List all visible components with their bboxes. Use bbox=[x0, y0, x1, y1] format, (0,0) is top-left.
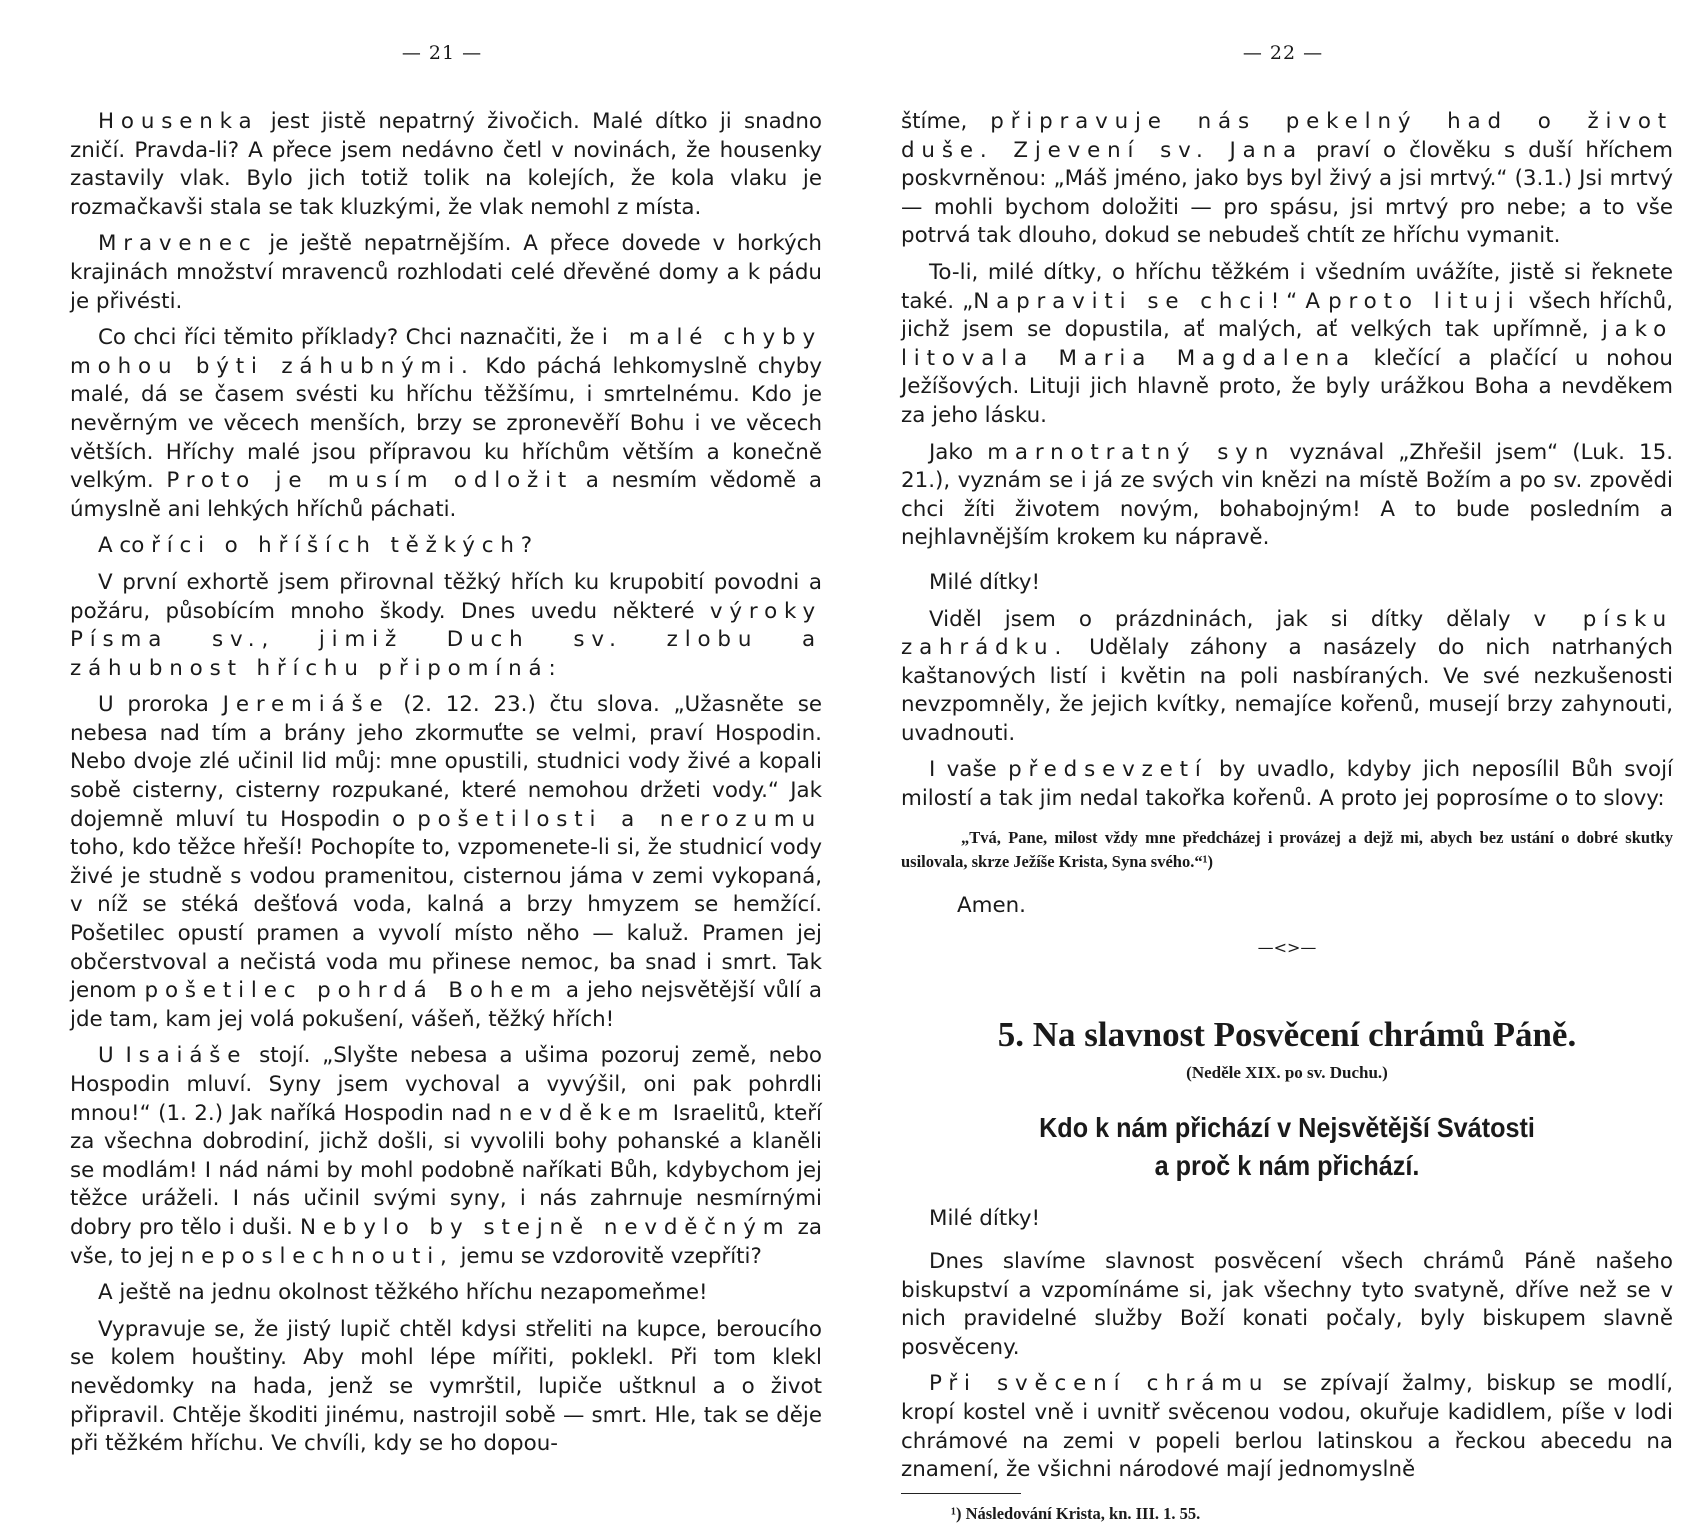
text: Viděl jsem o prázdninách, jak si dítky dělaly bbox=[929, 606, 1534, 632]
spaced-text: Při svěcení chrámu bbox=[929, 1371, 1270, 1397]
text: To-li, milé dítky, o hříchu těžkém i všedním uvážíte, jistě si řeknete také. „ bbox=[901, 259, 1673, 314]
paragraph bbox=[901, 108, 1673, 251]
spaced-text: Mravenec bbox=[98, 231, 258, 257]
left-page bbox=[62, 0, 822, 1500]
text: A co bbox=[98, 533, 152, 559]
text: Co chci říci těmito příklady? Chci naznačiti, že bbox=[98, 325, 602, 351]
page-number: — 22 — bbox=[1242, 42, 1324, 64]
spaced-text: Nebylo by stejně nevděčným bbox=[300, 1214, 791, 1240]
spaced-text: Isaiáše bbox=[125, 1043, 248, 1069]
greeting bbox=[901, 569, 1673, 598]
text: U proroka bbox=[98, 692, 223, 718]
spaced-text: výroky Písma sv., jimiž Duch sv. zlobu a záhubnost hříchu připomíná: bbox=[70, 598, 822, 681]
text: Dnes slavíme slavnost posvěcení všech chrámů Páně našeho biskupství a vzpomínáme si, jak všechny tyto svatyně, dříve než se v nich pravidelné služby Boží konati počaly, byly biskupem slavně posvěceny. bbox=[901, 1249, 1673, 1360]
text: všech hříchů, jichž jsem se dopustila, ať malých, ať velkých tak upřímně, bbox=[901, 288, 1673, 343]
spaced-text: i malé chyby mohou býti záhubnými. bbox=[70, 325, 822, 379]
text: za vše, to jej bbox=[70, 1214, 822, 1269]
footnote: ¹) Následování Krista, kn. III. 1. 55. bbox=[951, 1503, 1201, 1523]
text: toho, kdo těžce hřeší! Pochopíte to, vzpomenete-li si, že studnicí vody živé je studně s vodou pramenitou, cisternou jáma v zemi vykopaná, v níž se stéká dešťová voda, kalná a brzy hmyzem se hemžící. Pošetilec opustí pramen a vyvolí místo něho — kaluž. Pramen jej občerstvoval a nečistá voda mu přinese nemoc, ba snad i smrt. Tak jenom bbox=[70, 835, 822, 1004]
text: Kdo páchá lehkomyslně chyby malé, dá se časem svésti ku hříchu těžšímu, i smrtelnému. Kdo je nevěrným ve věcech menších, brzy se zpronevěří Bohu i ve věcech větších. Hříchy malé jsou přípravou ku hříchům větším a konečně velkým. bbox=[70, 353, 822, 494]
text: jemu se vzdorovitě vzepříti? bbox=[453, 1243, 762, 1269]
text: jest jistě nepatrný živočich. Malé dítko ji snadno zničí. Pravda-li? A přece jsem nedávno četl v novinách, že housenky zastavily vlak. Bylo jich totiž tolik na kolejích, že kola vlaku je rozmačkavši stala se tak kluzkými, že vlak nemohl z místa. bbox=[70, 109, 822, 220]
text: Vypravuje se, že jistý lupič chtěl kdysi střeliti na kupce, beroucího se kolem houštiny. Aby mohl lépe mířiti, poklekl. Při tom klekl nevědomky na hada, jenž se vymrštil, lupiče uštknul a o život připravil. Chtěje škoditi jinému, nastrojil sobě — smrt. Hle, tak se děje při těžkém hříchu. Ve chvíli, kdy se ho dopou- bbox=[70, 1316, 822, 1457]
ornament-divider: —<>— bbox=[1257, 938, 1317, 958]
right-page-text bbox=[901, 108, 1673, 1528]
spaced-text: říci o hříších těžkých? bbox=[151, 533, 539, 559]
section-title: 5. Na slavnost Posvěcení chrámů Páně. bbox=[997, 1014, 1577, 1054]
spaced-text: marnotratný syn bbox=[987, 439, 1276, 465]
spaced-text: připravuje nás pekelný had o život duše. Zjevení sv. Jana bbox=[901, 109, 1673, 163]
sermon-title bbox=[940, 1109, 1635, 1185]
paragraph bbox=[70, 1316, 822, 1459]
text: by uvadlo, kdyby jich neposílil Bůh svojí milostí a tak jim nedal takořka kořenů. A proto jej poprosíme o to slovy: bbox=[901, 757, 1673, 812]
paragraph bbox=[901, 1370, 1673, 1484]
text: I vaše bbox=[929, 757, 1009, 783]
right-page bbox=[893, 0, 1674, 1523]
section-subtitle: (Neděle XIX. po sv. Duchu.) bbox=[1186, 1062, 1388, 1082]
page-number: — 21 — bbox=[401, 42, 483, 64]
text: V první exhortě jsem přirovnal těžký hřích ku krupobití povodni a požáru, působícím mnoho škody. Dnes uvedu některé bbox=[70, 569, 822, 624]
paragraph bbox=[901, 1248, 1673, 1362]
paragraph bbox=[70, 1279, 822, 1308]
paragraph bbox=[901, 756, 1673, 813]
spaced-text: proto lituji bbox=[1328, 288, 1521, 314]
paragraph bbox=[901, 259, 1673, 431]
spaced-text: neposlechnouti, bbox=[180, 1243, 454, 1269]
spaced-text: Napraviti se chci! bbox=[973, 288, 1287, 314]
spaced-text: Jeremiáše bbox=[222, 692, 390, 718]
text: je ještě nepatrnějším. A přece dovede v horkých krajinách množství mravenců rozhlodati celé dřevěné domy a k pádu je přivésti. bbox=[70, 231, 822, 314]
text: Jako bbox=[929, 439, 988, 465]
sermon-title-line: Kdo k nám přichází v Nejsvětější Svátosti bbox=[1039, 1112, 1535, 1144]
spaced-text: v písku zahrádku. bbox=[901, 606, 1673, 661]
text: Milé dítky! bbox=[929, 569, 1041, 595]
left-page-text bbox=[70, 108, 822, 1467]
paragraph bbox=[70, 691, 822, 1034]
spaced-text: Proto je musím odložit bbox=[166, 468, 574, 494]
prayer-quote: „Tvá, Pane, milost vždy mne předcházej i provázej a dejž mi, abych bez ustání o dobré skutky usilovala, skrze Ježíše Krista, Syna svého.“¹) bbox=[901, 827, 1673, 871]
footnote-rule bbox=[901, 1493, 1021, 1494]
text: praví o člověku s duší hříchem poskvrněnou: „Máš jméno, jako bys byl živý a jsi mrtvý.“ (3.1.) Jsi mrtvý — mohli bychom doložiti — pro spásu, jsi mrtvý pro nebe; a to vše potrvá tak dlouho, dokud se nebudeš chtít ze hříchu vymanit. bbox=[901, 137, 1673, 249]
spaced-text: pošetilosti a nerozumu bbox=[417, 806, 822, 832]
sermon-title-line: a proč k nám přichází. bbox=[1154, 1150, 1420, 1182]
spaced-text: pošetilec pohrdá Bohem bbox=[144, 978, 558, 1004]
text: (2. 12. 23.) čtu slova. „Užasněte se nebesa nad tím a brány jeho zkormuťte se velmi, praví Hospodin. Nebo dvoje zlé učinil lid můj: mne opustili, studnici vody živé a kopali sobě cisterny, cisterny rozpukané, které nemohou držeti vody.“ Jak dojemně mluví tu Hospodin o bbox=[70, 692, 823, 832]
amen: Amen. bbox=[957, 892, 1026, 918]
text: stojí. „Slyšte nebesa a ušima pozoruj země, nebo Hospodin mluví. Syny jsem vychoval a vyvýšil, oni pak pohrdli mnou!“ (1. 2.) Jak naříká Hospodin nad bbox=[70, 1043, 822, 1126]
text: A ještě na jednu okolnost těžkého hříchu nezapomeňme! bbox=[98, 1280, 708, 1306]
text: U bbox=[98, 1043, 126, 1069]
paragraph bbox=[901, 606, 1673, 749]
text: vyznával „Zhřešil jsem“ (Luk. 15. 21.), vyznám se i já ze svých vin knězi na místě Božím a po sv. zpovědi chci žíti životem novým, bohabojným! A to bude posledním a nejhlavnějším krokem ku nápravě. bbox=[901, 439, 1673, 551]
paragraph bbox=[901, 439, 1673, 553]
greeting: Milé dítky! bbox=[929, 1206, 1041, 1232]
text: “ A bbox=[1286, 288, 1329, 314]
text: štíme, bbox=[901, 109, 991, 134]
text: a nesmím vědomě a úmyslně ani lehkých hříchů páchati. bbox=[70, 468, 822, 522]
paragraph bbox=[70, 108, 822, 222]
paragraph bbox=[70, 569, 822, 683]
paragraph bbox=[70, 230, 822, 316]
spaced-text: jako litovala Maria Magdalena bbox=[901, 317, 1673, 371]
text: se zpívají žalmy, biskup se modlí, kropí kostel vně i uvnitř svěcenou vodou, okuřuje kadidlem, píše v lodi chrámové na zemi v popeli berlou latinskou a řeckou abecedu na znamení, že všichni národové mají jednomyslně bbox=[901, 1371, 1674, 1483]
text: Israelitů, kteří za všechna dobrodiní, jichž došli, si vyvolili bohy pohanské a klaněli se modlám! I nád námi by mohl podobně naříkati Bůh, kdybychom jej těžce uráželi. I nás učinil svými syny, i nás zahrnuje nesmírnými dobry pro tělo i duši. bbox=[70, 1100, 822, 1240]
spaced-text: nevděkem bbox=[498, 1100, 666, 1126]
paragraph bbox=[70, 324, 822, 524]
spaced-text: předsevzetí bbox=[1008, 757, 1208, 783]
text: a jeho nejsvětější vůlí a jde tam, kam jej volá pokušení, vášeň, těžký hřích! bbox=[70, 978, 823, 1032]
text: Udělaly záhony a nasázely do nich natrhaných kaštanových listí i květin na poli nasbíraných. Ve své nezkušenosti nevzpomněly, že jejich kvítky, nemajíce kořenů, musejí brzy zahynouti, uvadnouti. bbox=[901, 635, 1673, 746]
spaced-text: Housenka bbox=[98, 109, 259, 134]
paragraph bbox=[70, 1042, 822, 1271]
paragraph bbox=[70, 532, 822, 561]
text: klečící a plačící u nohou Ježíšových. Lituji jich hlavně proto, že byly urážkou Boha a nevděkem za jeho lásku. bbox=[901, 345, 1673, 428]
